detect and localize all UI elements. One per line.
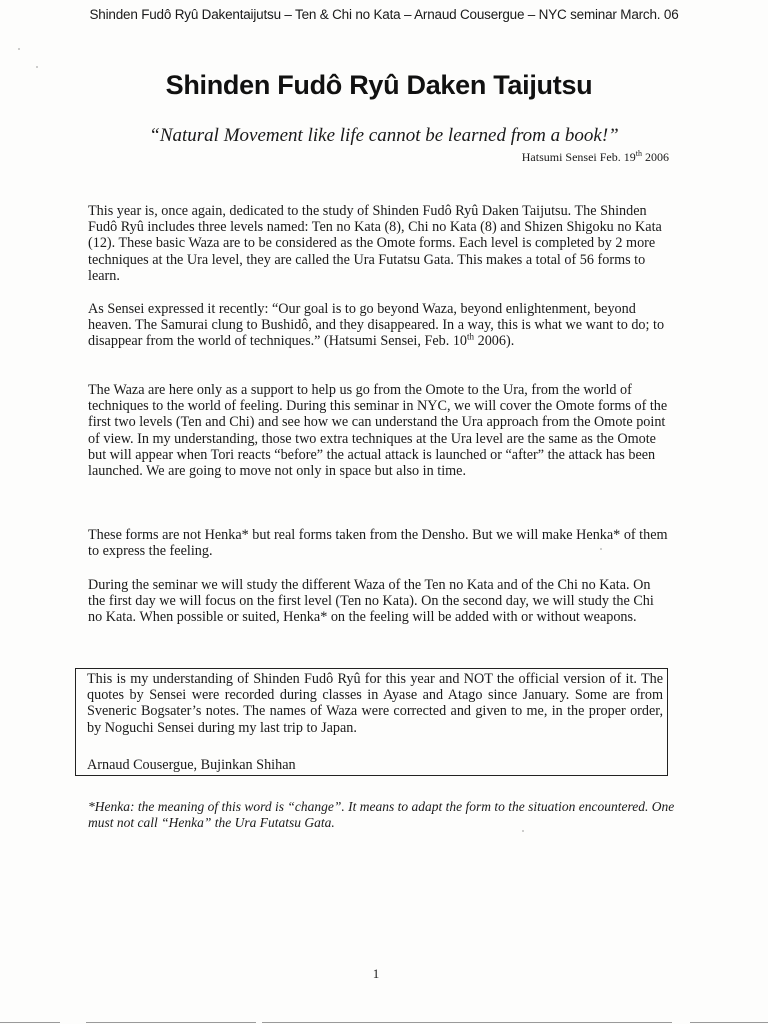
paragraph-sensei-quote-text: As Sensei expressed it recently: “Our goal is to go beyond Waza, beyond enlightenment, beyond heaven. The Samurai clung to Bushidô, and they disappeared. In a way, this is what we want to do; to disappear from the world of techniques.” (Hatsumi Sensei, Feb. 10 bbox=[88, 301, 665, 350]
scan-speck bbox=[18, 48, 20, 50]
disclaimer-box bbox=[75, 668, 668, 776]
scan-speck bbox=[36, 66, 38, 68]
henka-footnote: *Henka: the meaning of this word is “change”. It means to adapt the form to the situation encountered. One must not call “Henka” the Ura Futatsu Gata. bbox=[88, 799, 675, 830]
page-number: 1 bbox=[372, 966, 380, 981]
paragraph-henka: These forms are not Henka* but real forms taken from the Densho. But we will make Henka* of them to express the feeling. bbox=[88, 527, 668, 560]
footer-rule bbox=[690, 1022, 768, 1023]
paragraph-sensei-quote-end: 2006). bbox=[474, 333, 515, 350]
disclaimer-text: This is my understanding of Shinden Fudô Ryû for this year and NOT the official version of it. The quotes by Sensei were recorded during classes in Ayase and Atago since January. Some are from Sveneric Bogsater’s notes. The names of Waza were corrected and given to me, in the proper order, by Noguchi Sensei during my last trip to Japan. bbox=[87, 671, 663, 736]
date-superscript: th bbox=[467, 331, 475, 342]
paragraph-sensei-quote bbox=[88, 301, 670, 350]
document-title: Shinden Fudô Ryû Daken Taijutsu bbox=[165, 70, 593, 100]
paragraph-intro: This year is, once again, dedicated to the study of Shinden Fudô Ryû Daken Taijutsu. The Shinden Fudô Ryû includes three levels named: Ten no Kata (8), Chi no Kata (8) and Shizen Shigoku no Kata (12). These basic Waza are to be considered as the Omote forms. Each level is completed by 2 more techniques at the Ura level, they are called the Ura Futatsu Gata. This makes a total of 56 forms to learn. bbox=[88, 203, 662, 284]
quote-attribution bbox=[522, 149, 669, 165]
author-signature: Arnaud Cousergue, Bujinkan Shihan bbox=[87, 757, 296, 773]
scan-speck bbox=[600, 548, 602, 550]
attribution-prefix: Hatsumi Sensei Feb. 19 bbox=[521, 150, 636, 164]
scan-speck bbox=[522, 830, 524, 832]
paragraph-seminar: During the seminar we will study the different Waza of the Ten no Kata and of the Chi no Kata. On the first day we will focus on the first level (Ten no Kata). On the second day, we will study the Chi no Kata. When possible or suited, Henka* on the feeling will be added with or without weapons. bbox=[88, 577, 654, 626]
footer-rule bbox=[86, 1022, 256, 1023]
running-header: Shinden Fudô Ryû Dakentaijutsu – Ten & Chi no Kata – Arnaud Cousergue – NYC seminar March. 06 bbox=[89, 7, 679, 22]
epigraph-quote: “Natural Movement like life cannot be learned from a book!” bbox=[149, 125, 619, 146]
attribution-superscript: th bbox=[635, 149, 642, 158]
paragraph-waza: The Waza are here only as a support to help us go from the Omote to the Ura, from the world of techniques to the world of feeling. During this seminar in NYC, we will cover the Omote forms of the first two levels (Ten and Chi) and see how we can understand the Ura approach from the Omote point of view. In my understanding, those two extra techniques at the Ura level are the same as the Omote but will appear when Tori reacts “before” the actual attack is launched or “after” the attack has been launched. We are going to move not only in space but also in time. bbox=[88, 382, 668, 480]
footer-rule bbox=[0, 1022, 60, 1023]
footer-rule bbox=[262, 1022, 672, 1023]
attribution-suffix: 2006 bbox=[642, 150, 669, 164]
